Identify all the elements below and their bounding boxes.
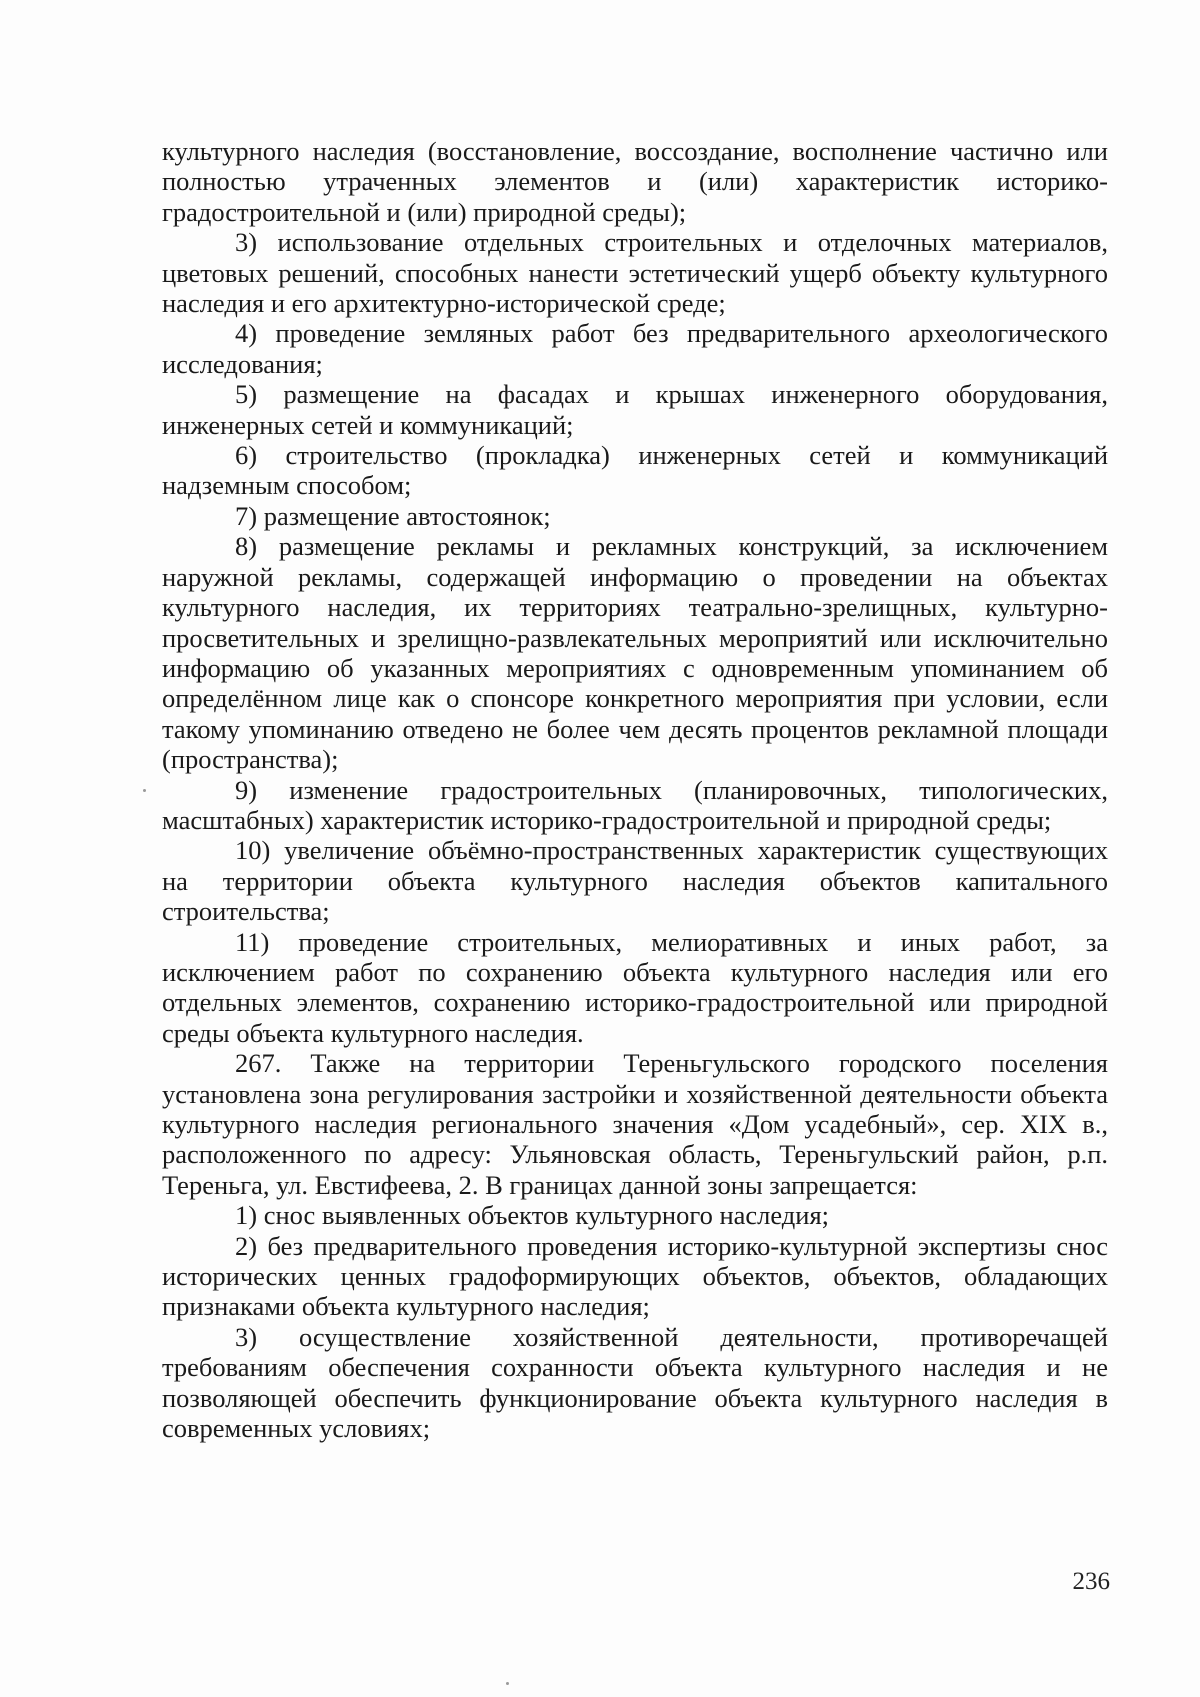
scan-artifact-dot bbox=[143, 789, 146, 792]
list-item-11: 11) проведение строительных, мелиоративных и иных работ, за исключением работ по сохранению объекта культурного наследия или его отдельных элементов, сохранению историко-градостроительной или природной среды объекта культурного наследия. bbox=[162, 926, 1108, 1048]
list-item-5: 5) размещение на фасадах и крышах инженерного оборудования, инженерных сетей и коммуникаций; bbox=[162, 379, 1108, 440]
section-267: 267. Также на территории Тереньгульского городского поселения установлена зона регулирования застройки и хозяйственной деятельности объекта культурного наследия регионального значения «Дом усадебный», сер. XIX в., расположенного по адресу: Ульяновская область, Тереньгульский район, р.п. Тереньга, ул. Евстифеева, 2. В границах данной зоны запрещается: bbox=[162, 1048, 1108, 1200]
list-item-8: 8) размещение рекламы и рекламных конструкций, за исключением наружной рекламы, содержащей информацию о проведении на объектах культурного наследия, их территориях театрально-зрелищных, культурно-просветительных и зрелищно-развлекательных мероприятий или исключительно информацию об указанных мероприятиях с одновременным упоминанием об определённом лице как о спонсоре конкретного мероприятия при условии, если такому упоминанию отведено не более чем десять процентов рекламной площади (пространства); bbox=[162, 531, 1108, 775]
list-item-3-b: 3) осуществление хозяйственной деятельности, противоречащей требованиям обеспечения сохранности объекта культурного наследия и не позволяющей обеспечить функционирование объекта культурного наследия в современных условиях; bbox=[162, 1321, 1108, 1444]
list-item-1: 1) снос выявленных объектов культурного наследия; bbox=[235, 1200, 830, 1231]
list-item-7: 7) размещение автостоянок; bbox=[235, 500, 551, 531]
list-item-10: 10) увеличение объёмно-пространственных характеристик существующих на территории объекта культурного наследия объектов капитального строительства; bbox=[162, 835, 1108, 927]
page-number: 236 bbox=[1072, 1568, 1110, 1595]
list-item-3: 3) использование отдельных строительных и отделочных материалов, цветовых решений, способных нанести эстетический ущерб объекту культурного наследия и его архитектурно-исторической среде; bbox=[162, 227, 1108, 319]
list-item-4: 4) проведение земляных работ без предварительного археологического исследования; bbox=[162, 318, 1108, 379]
list-item-9: 9) изменение градостроительных (планировочных, типологических, масштабных) характеристик историко-градостроительной и природной среды; bbox=[162, 774, 1108, 835]
scan-artifact-dot bbox=[506, 1682, 509, 1685]
document-body bbox=[162, 136, 1108, 1443]
list-item-6: 6) строительство (прокладка) инженерных сетей и коммуникаций надземным способом; bbox=[162, 440, 1108, 501]
list-item-2: 2) без предварительного проведения историко-культурной экспертизы снос исторических ценных градоформирующих объектов, объектов, обладающих признаками объекта культурного наследия; bbox=[162, 1230, 1108, 1322]
paragraph-continuation: культурного наследия (восстановление, воссоздание, восполнение частично или полностью утраченных элементов и (или) характеристик историко-градостроительной и (или) природной среды); bbox=[162, 136, 1108, 227]
